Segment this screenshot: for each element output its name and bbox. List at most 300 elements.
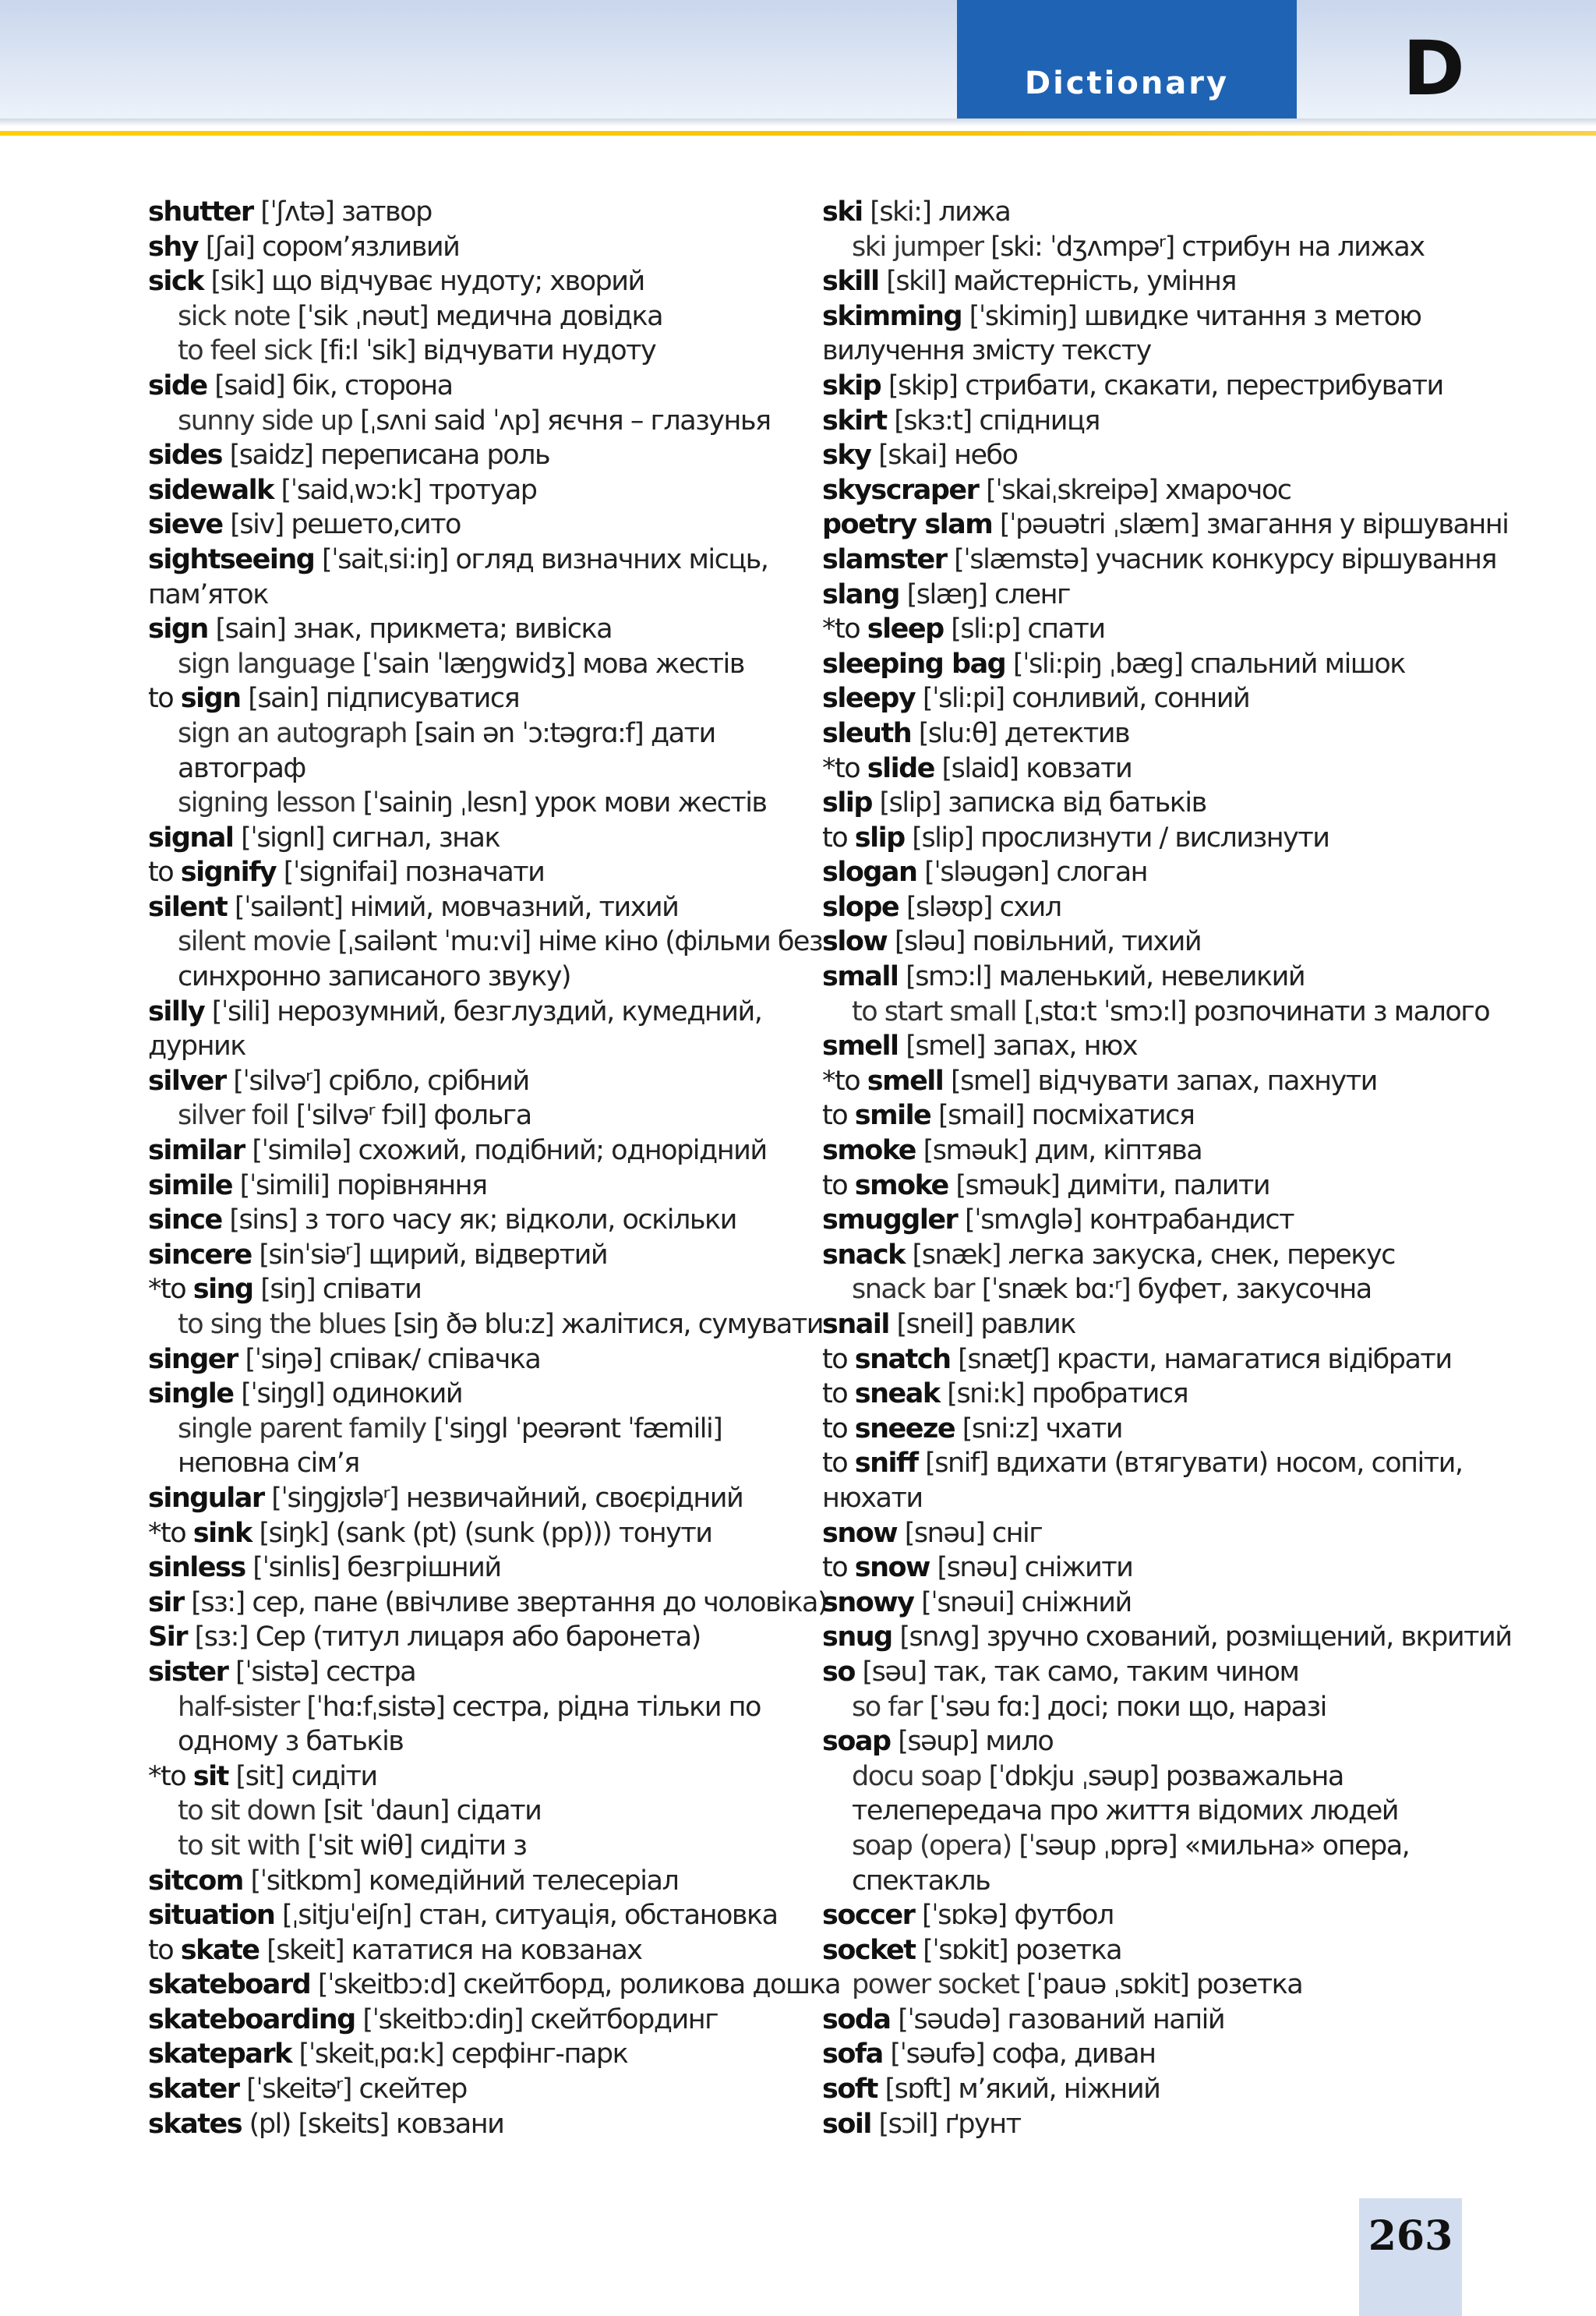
entry-headword: skip [822, 369, 881, 401]
entry-headword: skates [148, 2108, 242, 2140]
entry-translation: пробратися [1031, 1378, 1188, 1410]
entry-translation: знак, прикмета; вивіска [293, 613, 613, 645]
entry-translation: телепередача про життя відомих людей [852, 1795, 1399, 1827]
dictionary-entry [822, 2037, 1469, 2072]
dictionary-entry [822, 578, 1469, 613]
entry-headword: so far [852, 1691, 922, 1723]
entry-transcription: [ˈsili] [211, 995, 270, 1027]
dictionary-entry [148, 1481, 795, 1516]
entry-transcription: [skip] [888, 369, 958, 401]
entry-headword: sleep [867, 613, 944, 645]
entry-headword: snow [822, 1517, 898, 1549]
entry-continuation [148, 751, 795, 787]
entry-translation: прослизнути / вислизнути [980, 822, 1329, 854]
dictionary-subentry [148, 716, 795, 751]
entry-transcription: [ˌstɑ:t ˈsmɔ:l] [1023, 995, 1186, 1027]
entry-transcription: [ˈskeitbɔ:diŋ] [362, 2003, 523, 2035]
section-title: Dictionary [1024, 65, 1230, 101]
entry-headword: shy [148, 231, 199, 263]
dictionary-entry [822, 855, 1469, 890]
entry-transcription: [ˈsiŋgjʊləʳ] [271, 1482, 399, 1514]
entry-translation: посміхатися [1031, 1100, 1195, 1132]
entry-headword: slow [822, 926, 888, 958]
entry-translation: сестра [326, 1656, 416, 1688]
entry-continuation [822, 1794, 1469, 1829]
entry-transcription: [siv] [230, 509, 284, 541]
entry-translation: софа, диван [991, 2038, 1156, 2070]
entry-transcription: (pl) [skeits] [249, 2108, 389, 2140]
entry-continuation [148, 578, 795, 613]
entry-translation: скейтборд, роликова дошка [463, 1969, 841, 2001]
entry-transcription: [ˈsain ˈlæŋgwidʒ] [362, 648, 575, 680]
dictionary-entry [148, 821, 795, 856]
entry-headword: sleeping bag [822, 648, 1006, 680]
entry-transcription: [ˈsaitˌsi:iŋ] [321, 543, 448, 575]
entry-headword: signing lesson [178, 787, 355, 819]
entry-transcription: [ˈslæmstə] [954, 543, 1088, 575]
entry-transcription: [ˈsiŋgl ˈpeərənt ˈfæmili] [433, 1413, 722, 1444]
entry-transcription: [sməuk] [955, 1169, 1060, 1201]
entry-transcription: [sit] [235, 1760, 284, 1792]
dictionary-entry [822, 507, 1509, 543]
dictionary-entry [822, 1412, 1469, 1447]
entry-headword: slope [822, 891, 899, 923]
dictionary-entry [148, 507, 795, 543]
entry-translation: равлик [980, 1309, 1075, 1340]
entry-headword: skateboarding [148, 2003, 355, 2035]
entry-headword: smoke [854, 1169, 948, 1201]
entry-transcription: [ˈhɑ:fˌsistə] [306, 1691, 445, 1723]
dictionary-entry [822, 1203, 1469, 1238]
entry-translation: відчувати нудоту [422, 335, 656, 367]
entry-translation: записка від батьків [948, 787, 1206, 819]
entry-translation: скейтбординг [530, 2003, 718, 2035]
entry-transcription: [ˈskimiŋ] [969, 300, 1077, 332]
dictionary-entry [822, 681, 1469, 716]
entry-headword: poetry slam [822, 509, 993, 541]
dictionary-entry [148, 1516, 795, 1551]
dictionary-entry [148, 1203, 795, 1238]
entry-transcription: [ˈsit wiθ] [307, 1830, 412, 1862]
dictionary-entry [148, 1759, 795, 1794]
entry-prefix: *to [822, 1065, 867, 1097]
entry-headword: so [822, 1656, 855, 1688]
entry-continuation [148, 1724, 795, 1759]
entry-continuation [148, 960, 795, 995]
entry-transcription: [smail] [937, 1100, 1024, 1132]
entry-transcription: [sins] [229, 1204, 298, 1236]
dictionary-entry [822, 543, 1496, 578]
dictionary-subentry [148, 1098, 795, 1133]
entry-transcription: [ˈsitkɒm] [250, 1865, 362, 1897]
dictionary-entry [148, 612, 795, 647]
entry-headword: soap [822, 1726, 891, 1758]
entry-translation: схожий, подібний; однорідний [358, 1135, 767, 1167]
entry-headword: sieve [148, 509, 223, 541]
entry-translation: детектив [1004, 717, 1130, 749]
dictionary-entry [822, 438, 1469, 473]
entry-transcription: [ˈsəufə] [890, 2038, 985, 2070]
dictionary-entry [148, 2107, 795, 2142]
entry-headword: skill [822, 266, 879, 298]
entry-transcription: [ʃai] [205, 231, 255, 263]
entry-headword: ski jumper [852, 231, 983, 263]
entry-translation: легка закуска, снек, перекус [1008, 1239, 1395, 1271]
entry-transcription: [ˈsistə] [235, 1656, 319, 1688]
entry-translation: стан, ситуація, обстановка [418, 1900, 778, 1932]
dictionary-subentry [148, 404, 795, 439]
dictionary-entry [822, 716, 1469, 751]
entry-headword: skirt [822, 405, 887, 437]
dictionary-entry [148, 2037, 795, 2072]
dictionary-entry [822, 1724, 1469, 1759]
entry-headword: snug [822, 1621, 892, 1653]
entry-prefix: *to [148, 1760, 193, 1792]
entry-translation: синхронно записаного звуку) [178, 961, 571, 993]
dictionary-entry [148, 1898, 795, 1933]
entry-translation: запах, нюх [992, 1031, 1138, 1063]
entry-headword: snowy [822, 1586, 914, 1618]
entry-translation: сніжити [1024, 1552, 1133, 1584]
entry-translation: лижа [938, 196, 1011, 228]
entry-headword: slang [822, 578, 899, 610]
entry-translation: маленький, невеликий [998, 961, 1305, 993]
dictionary-entry [822, 369, 1469, 404]
entry-continuation [148, 1446, 795, 1481]
entry-translation: скейтер [358, 2074, 467, 2106]
dictionary-entry [148, 1377, 795, 1412]
entry-translation: затвор [341, 196, 432, 228]
entry-transcription: [sɜ:] [194, 1621, 249, 1653]
entry-transcription: [ˈsnəui] [921, 1586, 1014, 1618]
dictionary-subentry [822, 1690, 1469, 1725]
dictionary-column-left [148, 195, 841, 2141]
entry-transcription: [ˈsimili] [239, 1169, 330, 1201]
entry-translation: безгрішний [347, 1552, 501, 1584]
entry-translation: майстерність, уміння [953, 266, 1236, 298]
dictionary-entry [148, 543, 795, 578]
dictionary-subentry [148, 1829, 795, 1864]
entry-prefix: to [148, 1934, 181, 1966]
header-band [0, 0, 1596, 118]
entry-translation: Сер (титул лицаря або баронета) [255, 1621, 701, 1653]
entry-headword: sunny side up [178, 405, 353, 437]
entry-transcription: [saidz] [229, 440, 313, 472]
entry-translation: німе кіно (фільми без [538, 926, 823, 958]
entry-headword: sidewalk [148, 474, 274, 506]
entry-transcription: [ˈʃʌtə] [260, 196, 334, 228]
entry-translation: схил [999, 891, 1061, 923]
entry-transcription: [ˈpəuətri ˌslæm] [999, 509, 1199, 541]
entry-headword: sniff [854, 1448, 918, 1480]
entry-headword: sir [148, 1586, 184, 1618]
dictionary-entry [148, 2072, 795, 2107]
dictionary-subentry [822, 1968, 1469, 2003]
entry-prefix: to [822, 1169, 855, 1201]
entry-transcription: [ˈsli:piŋ ˌbæg] [1012, 648, 1183, 680]
entry-translation: нерозумний, безглуздий, кумедний, [277, 995, 762, 1027]
entry-transcription: [ˈsimilə] [252, 1135, 351, 1167]
entry-translation: одному з батьків [178, 1726, 404, 1758]
entry-translation: розетка [1196, 1969, 1303, 2001]
entry-translation: ковзани [395, 2108, 504, 2140]
entry-prefix: to [148, 683, 181, 715]
entry-headword: sign an autograph [178, 717, 407, 749]
entry-headword: signify [180, 857, 277, 889]
entry-headword: snow [854, 1552, 930, 1584]
entry-translation: пам’яток [148, 578, 268, 610]
entry-translation: повільний, тихий [972, 926, 1202, 958]
entry-transcription: [sinˈsiəʳ] [259, 1239, 361, 1271]
entry-translation: співати [322, 1274, 422, 1306]
entry-headword: sleepy [822, 683, 916, 715]
entry-translation: яєчня – глазунья [546, 405, 771, 437]
dictionary-entry [822, 1238, 1469, 1273]
dictionary-entry [822, 1377, 1469, 1412]
entry-headword: silly [148, 995, 205, 1027]
entry-headword: snack [822, 1239, 905, 1271]
entry-prefix: to [148, 857, 181, 889]
entry-transcription: [sɒft] [885, 2074, 951, 2106]
dictionary-entry [148, 1655, 795, 1690]
entry-transcription: [snif] [925, 1448, 988, 1480]
entry-headword: silver foil [178, 1100, 289, 1132]
entry-translation: комедійний телесеріал [368, 1865, 679, 1897]
entry-transcription: [sni:z] [962, 1413, 1038, 1444]
entry-headword: soap (opera) [852, 1830, 1012, 1862]
dictionary-entry [148, 1064, 795, 1099]
page-number: 263 [1368, 2212, 1453, 2260]
entry-translation: чхати [1045, 1413, 1122, 1444]
dictionary-entry [822, 1064, 1469, 1099]
entry-translation: сонливий, сонний [1012, 683, 1250, 715]
entry-transcription: [səu] [862, 1656, 927, 1688]
entry-headword: smuggler [822, 1204, 958, 1236]
entry-headword: shutter [148, 196, 253, 228]
entry-headword: smoke [822, 1135, 916, 1167]
entry-transcription: [slæŋ] [906, 578, 987, 610]
entry-headword: sink [192, 1517, 252, 1549]
entry-translation: контрабандист [1089, 1204, 1294, 1236]
dictionary-entry [148, 2003, 795, 2038]
entry-transcription: [sɔil] [878, 2108, 937, 2140]
entry-headword: silent movie [178, 926, 330, 958]
dictionary-entry [148, 264, 795, 299]
entry-transcription: [ˈsilvəʳ fɔil] [295, 1100, 426, 1132]
entry-headword: slogan [822, 857, 917, 889]
entry-headword: soft [822, 2074, 877, 2106]
entry-headword: smell [822, 1031, 899, 1063]
entry-translation: переписана роль [320, 440, 550, 472]
dictionary-entry [148, 1933, 795, 1968]
entry-translation: сер, пане (ввічливе звертання до чоловіка) [252, 1586, 828, 1618]
entry-headword: sightseeing [148, 543, 315, 575]
entry-transcription: [skai] [878, 440, 947, 472]
entry-translation: стрибун на лижах [1181, 231, 1425, 263]
entry-translation: урок мови жестів [534, 787, 767, 819]
dictionary-entry [148, 438, 795, 473]
entry-translation: хмарочос [1164, 474, 1291, 506]
entry-transcription: [snæk] [912, 1239, 1001, 1271]
entry-transcription: [sni:k] [947, 1378, 1025, 1410]
entry-headword: since [148, 1204, 222, 1236]
entry-headword: side [148, 369, 207, 401]
entry-transcription: [ˈsɒkit] [923, 1934, 1008, 1966]
dictionary-entry [148, 1550, 795, 1586]
entry-headword: soda [822, 2003, 891, 2035]
entry-headword: to sit with [178, 1830, 300, 1862]
entry-headword: sitcom [148, 1865, 243, 1897]
entry-headword: sincere [148, 1239, 252, 1271]
entry-transcription: [ˈsɒkə] [922, 1900, 1007, 1932]
entry-transcription: [ˌsitjuˈeiʃn] [281, 1900, 411, 1932]
entry-headword: skater [148, 2074, 239, 2106]
entry-transcription: [ˈsəup ˌɒprə] [1019, 1830, 1178, 1862]
dictionary-entry [822, 890, 1469, 925]
dictionary-entry [148, 473, 795, 508]
entry-translation: решето,сито [291, 509, 461, 541]
entry-transcription: [səup] [898, 1726, 978, 1758]
header-band-shadow [0, 118, 1596, 126]
dictionary-entry [822, 2072, 1469, 2107]
entry-translation: диміти, палити [1067, 1169, 1270, 1201]
entry-translation: спектакль [852, 1865, 990, 1897]
entry-translation: огляд визначних місць, [455, 543, 768, 575]
entry-translation: бік, сторона [291, 369, 453, 401]
entry-prefix: to [822, 1552, 855, 1584]
dictionary-subentry [148, 1690, 795, 1725]
entry-headword: sneeze [854, 1413, 955, 1444]
entry-headword: single parent family [178, 1413, 426, 1444]
dictionary-subentry [822, 1829, 1469, 1864]
entry-prefix: to [822, 1100, 855, 1132]
entry-headword: sing [192, 1274, 253, 1306]
entry-prefix: to [822, 1343, 855, 1375]
entry-headword: to sing the blues [178, 1309, 386, 1340]
entry-transcription: [ski:] [870, 196, 931, 228]
dictionary-entry [148, 1133, 795, 1169]
entry-headword: half-sister [178, 1691, 299, 1723]
entry-transcription: [siŋk] (sank (pt) (sunk (pp))) [259, 1517, 612, 1549]
entry-transcription: [ˈskaiˌskreipə] [986, 474, 1158, 506]
entry-headword: snail [822, 1309, 889, 1340]
entry-headword: sick note [178, 300, 290, 332]
entry-transcription: [skil] [886, 266, 946, 298]
entry-transcription: [slip] [912, 822, 973, 854]
entry-translation: сніг [991, 1517, 1043, 1549]
entry-transcription: [snætʃ] [958, 1343, 1050, 1375]
entry-headword: slip [822, 787, 872, 819]
entry-transcription: [sməuk] [923, 1135, 1027, 1167]
dictionary-entry [822, 786, 1469, 821]
entry-translation: ґрунт [945, 2108, 1021, 2140]
entry-transcription: [snʌg] [899, 1621, 980, 1653]
entry-headword: to start small [852, 995, 1017, 1027]
entry-headword: sit [192, 1760, 228, 1792]
dictionary-entry [822, 1342, 1469, 1377]
dictionary-column-right [822, 195, 1512, 2141]
entry-translation: тонути [618, 1517, 712, 1549]
entry-prefix: *to [822, 613, 867, 645]
dictionary-entry [822, 1098, 1469, 1133]
entry-transcription: [ˈsilvəʳ] [233, 1065, 321, 1097]
entry-headword: simile [148, 1169, 233, 1201]
entry-headword: sick [148, 266, 203, 298]
dictionary-subentry [148, 1794, 795, 1829]
entry-headword: single [148, 1378, 234, 1410]
entry-translation: сидіти [291, 1760, 377, 1792]
entry-transcription: [siŋ ðə blu:z] [393, 1309, 554, 1340]
entry-continuation [822, 1864, 1469, 1899]
dictionary-entry [148, 1620, 795, 1655]
dictionary-entry [822, 1029, 1469, 1064]
dictionary-entry [822, 821, 1469, 856]
entry-headword: snatch [854, 1343, 951, 1375]
entry-translation: дати [650, 717, 715, 749]
dictionary-entry [822, 299, 1469, 334]
entry-headword: to feel sick [178, 335, 312, 367]
dictionary-subentry [148, 299, 795, 334]
dictionary-entry [148, 855, 795, 890]
entry-headword: soccer [822, 1900, 915, 1932]
entry-translation: слоган [1056, 857, 1148, 889]
entry-translation: розважальна [1165, 1760, 1344, 1792]
dictionary-entry [822, 612, 1469, 647]
entry-transcription: [sləʊp] [906, 891, 992, 923]
entry-translation: медична довідка [435, 300, 663, 332]
entry-headword: smell [867, 1065, 944, 1097]
entry-translation: м’який, ніжний [958, 2074, 1160, 2106]
entry-translation: сідати [456, 1795, 542, 1827]
dictionary-subentry [148, 1412, 795, 1447]
entry-transcription: [ˈsaidˌwɔ:k] [281, 474, 422, 506]
entry-translation: вилучення змісту тексту [822, 335, 1151, 367]
entry-translation: буфет, закусочна [1137, 1274, 1372, 1306]
entry-headword: sneak [854, 1378, 940, 1410]
entry-transcription: [ˈsnæk bɑ:ʳ] [981, 1274, 1131, 1306]
entry-headword: soil [822, 2108, 871, 2140]
dictionary-entry [822, 1933, 1469, 1968]
entry-transcription: [smɔ:l] [906, 961, 991, 993]
entry-continuation [822, 1481, 1469, 1516]
entry-transcription: [slu:θ] [918, 717, 997, 749]
entry-transcription: [ˌsailənt ˈmu:vi] [337, 926, 531, 958]
entry-translation: сніжний [1021, 1586, 1132, 1618]
entry-translation: позначати [404, 857, 545, 889]
entry-translation: кататися на ковзанах [351, 1934, 642, 1966]
entry-headword: similar [148, 1135, 245, 1167]
dictionary-entry [822, 1133, 1469, 1169]
dictionary-entry [148, 1238, 795, 1273]
entry-headword: snack bar [852, 1274, 975, 1306]
dictionary-entry [822, 647, 1469, 682]
entry-headword: socket [822, 1934, 916, 1966]
entry-transcription: [sit ˈdaun] [323, 1795, 449, 1827]
dictionary-entry [148, 995, 795, 1030]
dictionary-entry [148, 1864, 795, 1899]
entry-translation: одинокий [331, 1378, 463, 1410]
entry-transcription: [ˈsiŋə] [245, 1343, 322, 1375]
entry-transcription: [sain ən ˈɔ:təgrɑ:f] [414, 717, 644, 749]
entry-translation: спідниця [979, 405, 1100, 437]
entry-translation: неповна сім’я [178, 1448, 359, 1480]
entry-translation: незвичайний, своєрідний [405, 1482, 743, 1514]
entry-prefix: *to [822, 752, 867, 784]
entry-transcription: [smel] [950, 1065, 1030, 1097]
entry-continuation [148, 1029, 795, 1064]
entry-transcription: [ˈdɒkju ˌsəup] [988, 1760, 1159, 1792]
entry-translation: досі; поки що, наразі [1047, 1691, 1326, 1723]
